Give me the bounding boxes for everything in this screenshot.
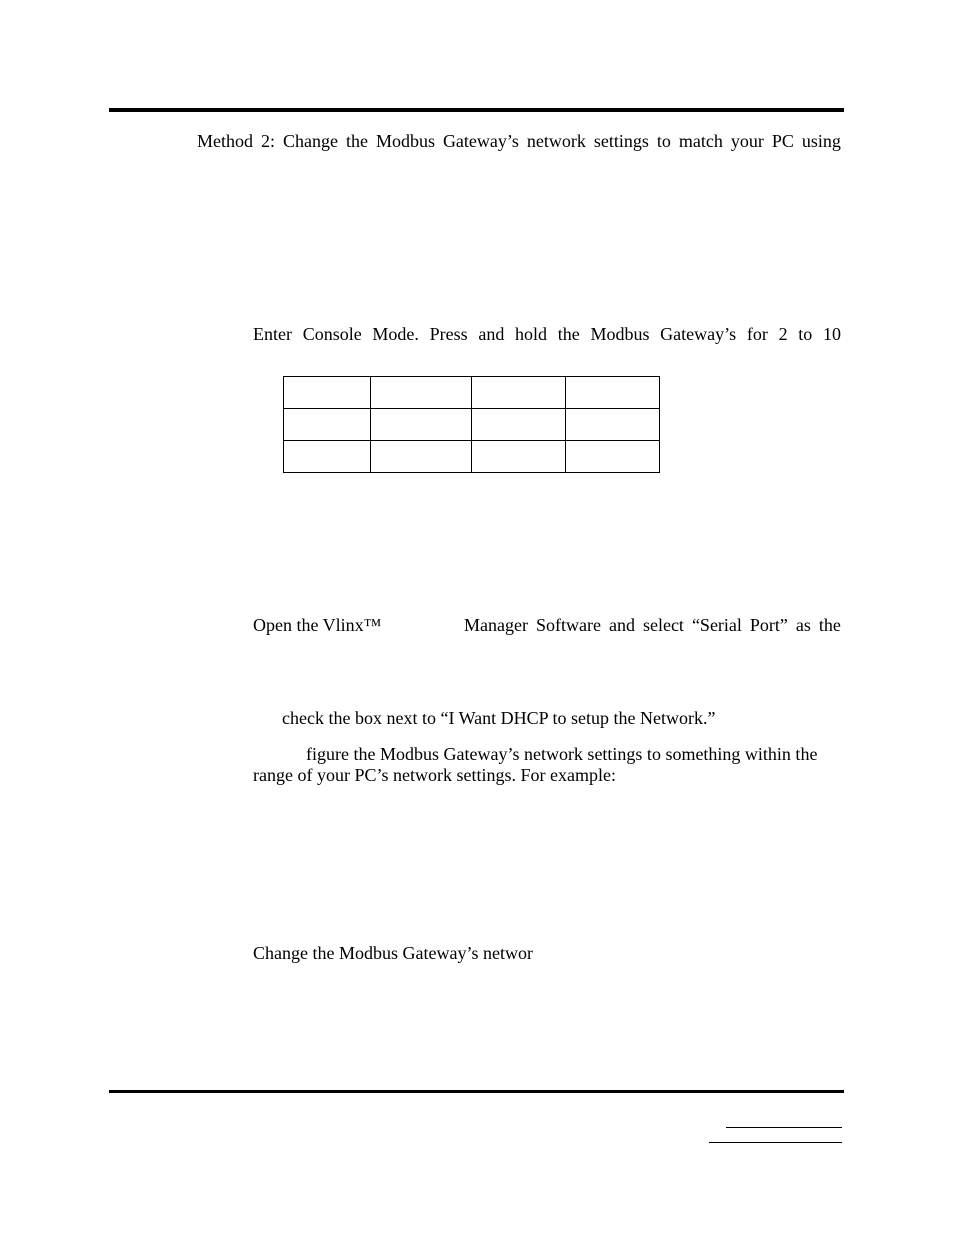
table-cell [284, 409, 371, 441]
word: 2: [260, 131, 275, 151]
word: Port” [749, 615, 788, 635]
console-mode-step [253, 323, 841, 345]
table-row [284, 377, 660, 409]
word: select [642, 615, 684, 635]
word: Manager [464, 615, 528, 635]
word: Change [282, 131, 338, 151]
header-rule [109, 108, 844, 112]
word: for [746, 324, 768, 344]
word: the [345, 131, 368, 151]
table-cell [566, 441, 660, 473]
table-row [284, 441, 660, 473]
table-cell [472, 377, 566, 409]
word: 10 [822, 324, 841, 344]
word: using [801, 131, 841, 151]
word: Gateway’s [442, 131, 519, 151]
table-cell [472, 409, 566, 441]
word: Console [302, 324, 362, 344]
word: match [678, 131, 723, 151]
table-cell [284, 441, 371, 473]
word: Press [429, 324, 468, 344]
method2-paragraph [197, 130, 841, 152]
footer-rule [109, 1090, 844, 1093]
footer-link-underline-2[interactable] [709, 1142, 842, 1143]
word: and [608, 615, 635, 635]
table-cell [472, 441, 566, 473]
open-software-step-left: Open the Vlinx™ [253, 615, 382, 635]
word: settings [593, 131, 649, 151]
table-cell [566, 377, 660, 409]
word: hold [515, 324, 548, 344]
footer-link-underline-1[interactable] [726, 1127, 842, 1128]
word: 2 [778, 324, 788, 344]
word: Modbus [590, 324, 650, 344]
change-settings-step: Change the Modbus Gateway’s networ [253, 943, 533, 963]
word: network [526, 131, 586, 151]
word: PC [771, 131, 794, 151]
word: and [478, 324, 505, 344]
table-cell [371, 409, 472, 441]
settings-table [283, 376, 660, 473]
word: as [795, 615, 811, 635]
word: Method [197, 131, 253, 151]
open-software-step-right [464, 614, 841, 636]
word: to [656, 131, 671, 151]
word: Gateway’s [660, 324, 737, 344]
table-cell [566, 409, 660, 441]
table-cell [371, 441, 472, 473]
table-cell [371, 377, 472, 409]
word: your [730, 131, 764, 151]
word: Software [535, 615, 601, 635]
word: the [818, 615, 841, 635]
word: Enter [253, 324, 292, 344]
word: Mode. [372, 324, 419, 344]
table-cell [284, 377, 371, 409]
range-instruction: range of your PC’s network settings. For example: [253, 765, 616, 785]
configure-instruction: figure the Modbus Gateway’s network settings to something within the [306, 744, 818, 764]
word: to [798, 324, 813, 344]
word: “Serial [691, 615, 742, 635]
word: the [557, 324, 580, 344]
dhcp-instruction: check the box next to “I Want DHCP to setup the Network.” [282, 708, 716, 728]
table-row [284, 409, 660, 441]
word: Modbus [375, 131, 435, 151]
